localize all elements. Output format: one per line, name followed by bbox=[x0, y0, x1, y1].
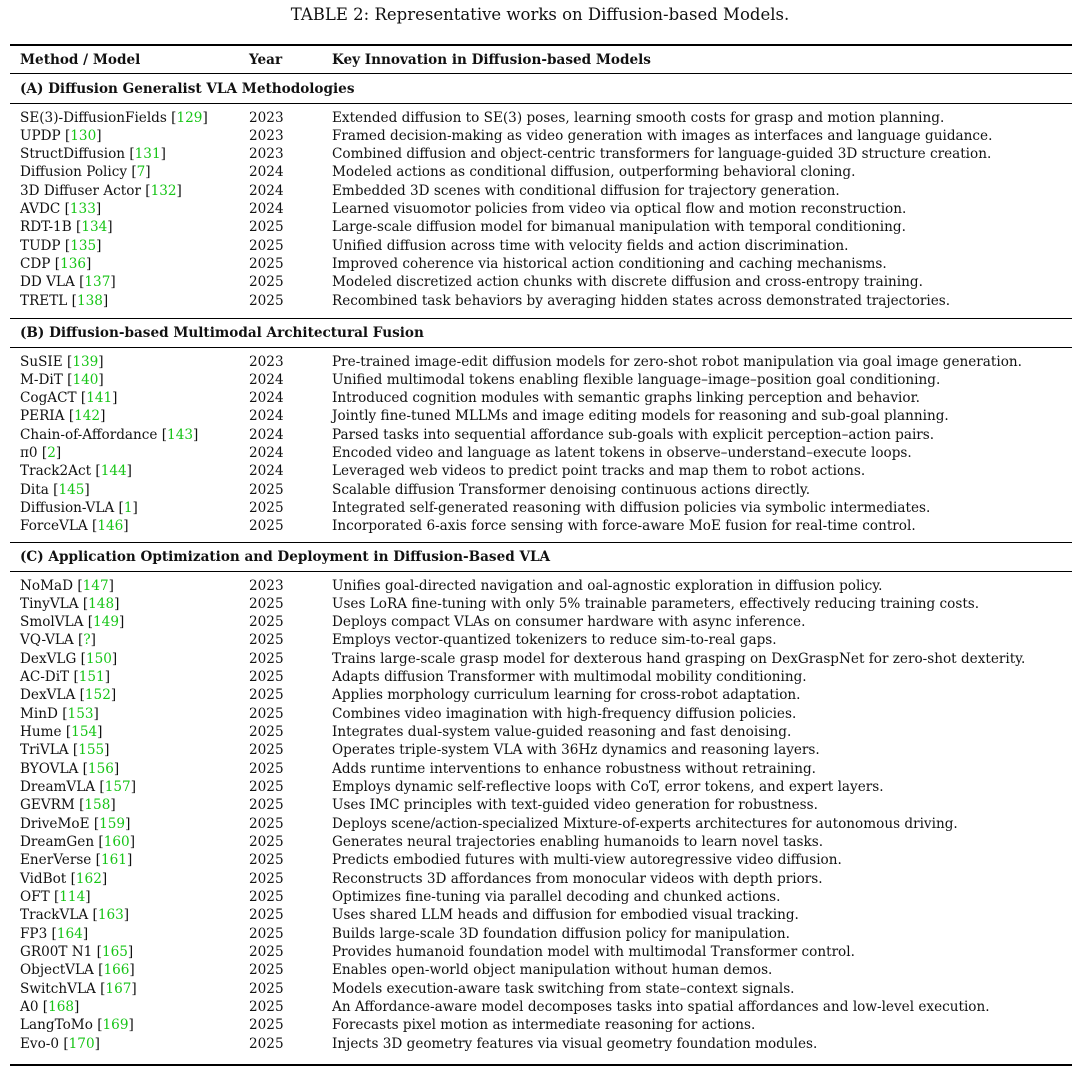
key-innovation-cell: Modeled discretized action chunks with discrete diffusion and cross-entropy training. bbox=[332, 274, 923, 291]
table-row bbox=[0, 371, 1080, 389]
year-cell: 2023 bbox=[249, 577, 284, 594]
citation-link[interactable]: 129 bbox=[176, 109, 203, 126]
key-innovation-cell: Integrates dual-system value-guided reasoning and fast denoising. bbox=[332, 724, 792, 741]
table-row bbox=[0, 796, 1080, 814]
method-cell: DreamGen [160] bbox=[20, 834, 135, 851]
citation-link[interactable]: 156 bbox=[87, 760, 114, 777]
key-innovation-cell: Trains large-scale grasp model for dexterous hand grasping on DexGraspNet for zero-shot dexterity. bbox=[332, 650, 1026, 667]
year-cell: 2025 bbox=[249, 834, 284, 851]
citation-link[interactable]: 147 bbox=[82, 577, 109, 594]
method-name: ObjectVLA bbox=[20, 962, 94, 979]
method-name: ForceVLA bbox=[20, 518, 88, 535]
table-row bbox=[0, 577, 1080, 595]
year-cell: 2025 bbox=[249, 980, 284, 997]
table-row bbox=[0, 705, 1080, 723]
citation-link[interactable]: 149 bbox=[93, 614, 119, 631]
year-cell: 2025 bbox=[249, 815, 284, 832]
table-row bbox=[0, 613, 1080, 631]
key-innovation-cell: Builds large-scale 3D foundation diffusion policy for manipulation. bbox=[332, 925, 790, 942]
header-method: Method / Model bbox=[20, 52, 141, 68]
table-row bbox=[0, 182, 1080, 200]
key-innovation-cell: Generates neural trajectories enabling humanoids to learn novel tasks. bbox=[332, 834, 824, 851]
key-innovation-cell: Enables open-world object manipulation without human demos. bbox=[332, 962, 773, 979]
year-cell: 2025 bbox=[249, 760, 284, 777]
citation-link[interactable]: 144 bbox=[100, 463, 127, 480]
section-subrule bbox=[10, 347, 1072, 348]
key-innovation-cell: Unified multimodal tokens enabling flexible language–image–position goal conditioning. bbox=[332, 371, 941, 388]
citation-link[interactable]: 166 bbox=[103, 962, 130, 979]
method-name: GEVRM bbox=[20, 797, 75, 814]
citation-link[interactable]: 150 bbox=[85, 650, 112, 667]
method-name: A0 bbox=[20, 999, 39, 1016]
year-cell: 2023 bbox=[249, 146, 284, 163]
key-innovation-cell: Employs dynamic self-reflective loops with CoT, error tokens, and expert layers. bbox=[332, 779, 884, 796]
method-cell: EnerVerse [161] bbox=[20, 852, 133, 869]
method-cell: SmolVLA [149] bbox=[20, 614, 125, 631]
citation-link[interactable]: 164 bbox=[56, 925, 83, 942]
citation-link[interactable]: 141 bbox=[86, 390, 113, 407]
method-name: NoMaD bbox=[20, 577, 74, 594]
key-innovation-cell: Large-scale diffusion model for bimanual manipulation with temporal conditioning. bbox=[332, 219, 906, 236]
method-cell: Diffusion-VLA [1] bbox=[20, 500, 138, 517]
method-cell: AVDC [133] bbox=[20, 201, 102, 218]
citation-link[interactable]: 165 bbox=[101, 944, 128, 961]
year-cell: 2025 bbox=[249, 907, 284, 924]
key-innovation-cell: Employs vector-quantized tokenizers to reduce sim-to-real gaps. bbox=[332, 632, 777, 649]
method-cell: CogACT [141] bbox=[20, 390, 118, 407]
year-cell: 2024 bbox=[249, 371, 284, 388]
table-row bbox=[0, 218, 1080, 236]
table-row bbox=[0, 127, 1080, 145]
method-name: Track2Act bbox=[20, 463, 92, 480]
citation-link[interactable]: 152 bbox=[84, 687, 111, 704]
citation-link[interactable]: 143 bbox=[167, 426, 193, 443]
method-name: AC-DiT bbox=[20, 669, 70, 686]
key-innovation-cell: Extended diffusion to SE(3) poses, learning smooth costs for grasp and motion planning. bbox=[332, 109, 945, 126]
method-name: DexVLG bbox=[20, 650, 77, 667]
table-row bbox=[0, 109, 1080, 127]
year-cell: 2025 bbox=[249, 797, 284, 814]
method-cell: A0 [168] bbox=[20, 999, 80, 1016]
key-innovation-cell: Uses shared LLM heads and diffusion for embodied visual tracking. bbox=[332, 907, 799, 924]
table-row bbox=[0, 906, 1080, 924]
key-innovation-cell: Integrated self-generated reasoning with diffusion policies via symbolic intermediates. bbox=[332, 500, 931, 517]
year-cell: 2025 bbox=[249, 742, 284, 759]
method-name: OFT bbox=[20, 889, 50, 906]
year-cell: 2025 bbox=[249, 237, 284, 254]
year-cell: 2025 bbox=[249, 500, 284, 517]
year-cell: 2025 bbox=[249, 1035, 284, 1052]
method-name: TrackVLA bbox=[20, 907, 89, 924]
method-cell: CDP [136] bbox=[20, 256, 92, 273]
key-innovation-cell: Introduced cognition modules with semantic graphs linking perception and behavior. bbox=[332, 390, 920, 407]
method-cell: Diffusion Policy [7] bbox=[20, 164, 151, 181]
key-innovation-cell: Optimizes fine-tuning via parallel decoding and chunked actions. bbox=[332, 889, 781, 906]
method-name: M-DiT bbox=[20, 371, 63, 388]
table-row bbox=[0, 741, 1080, 759]
citation-link[interactable]: 142 bbox=[74, 408, 101, 425]
method-name: CogACT bbox=[20, 390, 77, 407]
method-cell: Chain-of-Affordance [143] bbox=[20, 426, 199, 443]
method-cell: ObjectVLA [166] bbox=[20, 962, 135, 979]
method-name: DriveMoE bbox=[20, 815, 90, 832]
method-name: DexVLA bbox=[20, 687, 76, 704]
method-cell: VQ-VLA [?] bbox=[20, 632, 96, 649]
method-cell: ForceVLA [146] bbox=[20, 518, 129, 535]
method-name: TUDP bbox=[20, 237, 61, 254]
method-name: SuSIE bbox=[20, 353, 63, 370]
year-cell: 2024 bbox=[249, 463, 284, 480]
table-row bbox=[0, 650, 1080, 668]
key-innovation-cell: Recombined task behaviors by averaging hidden states across demonstrated trajectories. bbox=[332, 292, 951, 309]
citation-link[interactable]: 2 bbox=[47, 445, 56, 462]
method-cell: Hume [154] bbox=[20, 724, 103, 741]
method-name: CDP bbox=[20, 256, 51, 273]
citation-link[interactable]: 169 bbox=[102, 1017, 129, 1034]
table-row bbox=[0, 163, 1080, 181]
year-cell: 2025 bbox=[249, 650, 284, 667]
key-innovation-cell: Uses LoRA fine-tuning with only 5% trainable parameters, effectively reducing training costs. bbox=[332, 595, 980, 612]
method-name: SwitchVLA bbox=[20, 980, 96, 997]
method-name: 3D Diffuser Actor bbox=[20, 182, 141, 199]
citation-link[interactable]: 160 bbox=[103, 834, 130, 851]
table-row bbox=[0, 833, 1080, 851]
table-row bbox=[0, 998, 1080, 1016]
citation-link[interactable]: 167 bbox=[105, 980, 132, 997]
method-name: Chain-of-Affordance bbox=[20, 426, 158, 443]
key-innovation-cell: Parsed tasks into sequential affordance sub-goals with explicit perception–action pairs. bbox=[332, 426, 935, 443]
method-cell: Evo-0 [170] bbox=[20, 1035, 100, 1052]
key-innovation-cell: Jointly fine-tuned MLLMs and image editing models for reasoning and sub-goal planning. bbox=[332, 408, 949, 425]
year-cell: 2025 bbox=[249, 724, 284, 741]
citation-link[interactable]: 159 bbox=[99, 815, 126, 832]
key-innovation-cell: Improved coherence via historical action conditioning and caching mechanisms. bbox=[332, 256, 887, 273]
method-cell: UPDP [130] bbox=[20, 127, 102, 144]
key-innovation-cell: Combines video imagination with high-frequency diffusion policies. bbox=[332, 705, 797, 722]
year-cell: 2025 bbox=[249, 779, 284, 796]
year-cell: 2025 bbox=[249, 999, 284, 1016]
method-name: AVDC bbox=[20, 201, 61, 218]
key-innovation-cell: Embedded 3D scenes with conditional diffusion for trajectory generation. bbox=[332, 182, 840, 199]
citation-link[interactable]: 135 bbox=[70, 237, 97, 254]
method-name: PERIA bbox=[20, 408, 65, 425]
citation-link[interactable]: 145 bbox=[58, 481, 85, 498]
table-row bbox=[0, 631, 1080, 649]
method-name: Diffusion-VLA bbox=[20, 500, 115, 517]
bottom-rule bbox=[10, 1064, 1072, 1066]
year-cell: 2024 bbox=[249, 426, 284, 443]
method-cell: LangToMo [169] bbox=[20, 1017, 134, 1034]
table-row bbox=[0, 426, 1080, 444]
year-cell: 2025 bbox=[249, 274, 284, 291]
citation-link[interactable]: 140 bbox=[72, 371, 99, 388]
method-name: TinyVLA bbox=[20, 595, 79, 612]
year-cell: 2024 bbox=[249, 390, 284, 407]
section-title: (B) Diffusion-based Multimodal Architectural Fusion bbox=[20, 325, 424, 341]
key-innovation-cell: Scalable diffusion Transformer denoising continuous actions directly. bbox=[332, 481, 811, 498]
section-title: (C) Application Optimization and Deployment in Diffusion-Based VLA bbox=[20, 549, 551, 565]
key-innovation-cell: Encoded video and language as latent tokens in observe–understand–execute loops. bbox=[332, 445, 912, 462]
key-innovation-cell: Uses IMC principles with text-guided video generation for robustness. bbox=[332, 797, 818, 814]
section-subrule bbox=[10, 103, 1072, 104]
citation-link[interactable]: 154 bbox=[71, 724, 98, 741]
year-cell: 2023 bbox=[249, 127, 284, 144]
method-name: TRETL bbox=[20, 292, 68, 309]
key-innovation-cell: Models execution-aware task switching from state–context signals. bbox=[332, 980, 795, 997]
table-row bbox=[0, 273, 1080, 291]
method-cell: DD VLA [137] bbox=[20, 274, 116, 291]
year-cell: 2025 bbox=[249, 614, 284, 631]
year-cell: 2024 bbox=[249, 445, 284, 462]
year-cell: 2025 bbox=[249, 852, 284, 869]
table-row bbox=[0, 1016, 1080, 1034]
method-cell: M-DiT [140] bbox=[20, 371, 104, 388]
method-cell: AC-DiT [151] bbox=[20, 669, 111, 686]
method-cell: SuSIE [139] bbox=[20, 353, 104, 370]
section-title: (A) Diffusion Generalist VLA Methodologies bbox=[20, 81, 355, 97]
table-row bbox=[0, 668, 1080, 686]
table-row bbox=[0, 760, 1080, 778]
method-name: Diffusion Policy bbox=[20, 164, 128, 181]
year-cell: 2025 bbox=[249, 925, 284, 942]
table-row bbox=[0, 499, 1080, 517]
method-cell: GEVRM [158] bbox=[20, 797, 116, 814]
year-cell: 2025 bbox=[249, 256, 284, 273]
section-rule bbox=[10, 73, 1072, 74]
method-cell: DexVLG [150] bbox=[20, 650, 118, 667]
table-row bbox=[0, 517, 1080, 535]
year-cell: 2025 bbox=[249, 292, 284, 309]
year-cell: 2024 bbox=[249, 182, 284, 199]
key-innovation-cell: Deploys compact VLAs on consumer hardware with async inference. bbox=[332, 614, 806, 631]
method-name: LangToMo bbox=[20, 1017, 93, 1034]
method-cell: OFT [114] bbox=[20, 889, 91, 906]
citation-link[interactable]: 158 bbox=[84, 797, 111, 814]
table-caption: TABLE 2: Representative works on Diffusion-based Models. bbox=[290, 5, 790, 24]
year-cell: 2025 bbox=[249, 632, 284, 649]
method-name: DreamVLA bbox=[20, 779, 96, 796]
citation-link[interactable]: 1 bbox=[123, 500, 133, 517]
table-row bbox=[0, 255, 1080, 273]
key-innovation-cell: Leveraged web videos to predict point tracks and map them to robot actions. bbox=[332, 463, 866, 480]
method-name: TriVLA bbox=[20, 742, 69, 759]
key-innovation-cell: Pre-trained image-edit diffusion models for zero-shot robot manipulation via goal image generation. bbox=[332, 353, 1022, 370]
citation-link[interactable]: 162 bbox=[75, 870, 102, 887]
key-innovation-cell: Learned visuomotor policies from video via optical flow and motion reconstruction. bbox=[332, 201, 907, 218]
method-cell: TrackVLA [163] bbox=[20, 907, 130, 924]
citation-link[interactable]: ? bbox=[83, 632, 91, 649]
citation-link[interactable]: 134 bbox=[81, 219, 108, 236]
citation-link[interactable]: 151 bbox=[78, 669, 105, 686]
citation-link[interactable]: 157 bbox=[104, 779, 131, 796]
top-rule bbox=[10, 44, 1072, 46]
method-name: SE(3)-DiffusionFields bbox=[20, 109, 167, 126]
table-row bbox=[0, 407, 1080, 425]
key-innovation-cell: Deploys scene/action-specialized Mixture-of-experts architectures for autonomous driving. bbox=[332, 815, 958, 832]
key-innovation-cell: Operates triple-system VLA with 36Hz dynamics and reasoning layers. bbox=[332, 742, 820, 759]
table-row bbox=[0, 815, 1080, 833]
method-name: StructDiffusion bbox=[20, 146, 126, 163]
method-cell: FP3 [164] bbox=[20, 925, 89, 942]
section-rule bbox=[10, 542, 1072, 543]
method-name: MinD bbox=[20, 705, 58, 722]
header-row bbox=[0, 51, 1080, 69]
method-name: π0 bbox=[20, 445, 38, 462]
citation-link[interactable]: 7 bbox=[136, 164, 146, 181]
method-cell: StructDiffusion [131] bbox=[20, 146, 166, 163]
method-cell: 3D Diffuser Actor [132] bbox=[20, 182, 182, 199]
table-row bbox=[0, 870, 1080, 888]
citation-link[interactable]: 168 bbox=[48, 999, 75, 1016]
table-row bbox=[0, 961, 1080, 979]
citation-link[interactable]: 136 bbox=[60, 256, 87, 273]
citation-link[interactable]: 133 bbox=[69, 201, 96, 218]
method-cell: BYOVLA [156] bbox=[20, 760, 120, 777]
year-cell: 2025 bbox=[249, 944, 284, 961]
method-cell: TriVLA [155] bbox=[20, 742, 110, 759]
year-cell: 2023 bbox=[249, 109, 284, 126]
table-row bbox=[0, 237, 1080, 255]
key-innovation-cell: Unifies goal-directed navigation and oal-agnostic exploration in diffusion policy. bbox=[332, 577, 883, 594]
section-rule bbox=[10, 318, 1072, 319]
year-cell: 2023 bbox=[249, 353, 284, 370]
method-cell: SE(3)-DiffusionFields [129] bbox=[20, 109, 208, 126]
method-cell: MinD [153] bbox=[20, 705, 99, 722]
key-innovation-cell: Framed decision-making as video generation with images as interfaces and language guidance. bbox=[332, 127, 993, 144]
citation-link[interactable]: 161 bbox=[100, 852, 127, 869]
table-row bbox=[0, 980, 1080, 998]
table-row bbox=[0, 462, 1080, 480]
table-row bbox=[0, 292, 1080, 310]
citation-link[interactable]: 155 bbox=[78, 742, 105, 759]
citation-link[interactable]: 114 bbox=[59, 889, 86, 906]
table-row bbox=[0, 723, 1080, 741]
method-name: RDT-1B bbox=[20, 219, 72, 236]
method-cell: VidBot [162] bbox=[20, 870, 108, 887]
year-cell: 2024 bbox=[249, 408, 284, 425]
key-innovation-cell: Forecasts pixel motion as intermediate reasoning for actions. bbox=[332, 1017, 756, 1034]
year-cell: 2025 bbox=[249, 870, 284, 887]
method-cell: TUDP [135] bbox=[20, 237, 102, 254]
method-name: BYOVLA bbox=[20, 760, 79, 777]
key-innovation-cell: Applies morphology curriculum learning for cross-robot adaptation. bbox=[332, 687, 801, 704]
key-innovation-cell: Reconstructs 3D affordances from monocular videos with depth priors. bbox=[332, 870, 823, 887]
method-name: SmolVLA bbox=[20, 614, 84, 631]
method-cell: GR00T N1 [165] bbox=[20, 944, 134, 961]
method-name: Dita bbox=[20, 481, 49, 498]
table-row bbox=[0, 888, 1080, 906]
header-key-innovation: Key Innovation in Diffusion-based Models bbox=[332, 52, 651, 68]
table-row bbox=[0, 1035, 1080, 1053]
table-row bbox=[0, 389, 1080, 407]
method-cell: SwitchVLA [167] bbox=[20, 980, 137, 997]
citation-link[interactable]: 130 bbox=[70, 127, 97, 144]
year-cell: 2025 bbox=[249, 889, 284, 906]
year-cell: 2025 bbox=[249, 687, 284, 704]
key-innovation-cell: Provides humanoid foundation model with multimodal Transformer control. bbox=[332, 944, 855, 961]
method-cell: PERIA [142] bbox=[20, 408, 106, 425]
table-row bbox=[0, 778, 1080, 796]
method-cell: π0 [2] bbox=[20, 445, 62, 462]
key-innovation-cell: Incorporated 6-axis force sensing with force-aware MoE fusion for real-time control. bbox=[332, 518, 916, 535]
year-cell: 2025 bbox=[249, 962, 284, 979]
method-cell: DreamVLA [157] bbox=[20, 779, 136, 796]
method-cell: NoMaD [147] bbox=[20, 577, 114, 594]
method-cell: TRETL [138] bbox=[20, 292, 109, 309]
method-name: UPDP bbox=[20, 127, 61, 144]
year-cell: 2025 bbox=[249, 1017, 284, 1034]
year-cell: 2025 bbox=[249, 219, 284, 236]
table-row bbox=[0, 444, 1080, 462]
table-row bbox=[0, 145, 1080, 163]
year-cell: 2024 bbox=[249, 164, 284, 181]
section-subrule bbox=[10, 571, 1072, 572]
method-name: DD VLA bbox=[20, 274, 75, 291]
method-cell: DexVLA [152] bbox=[20, 687, 117, 704]
table-row bbox=[0, 200, 1080, 218]
citation-link[interactable]: 131 bbox=[134, 146, 161, 163]
citation-link[interactable]: 170 bbox=[68, 1035, 95, 1052]
citation-link[interactable]: 163 bbox=[97, 907, 124, 924]
key-innovation-cell: Unified diffusion across time with velocity fields and action discrimination. bbox=[332, 237, 849, 254]
citation-link[interactable]: 153 bbox=[67, 705, 94, 722]
citation-link[interactable]: 137 bbox=[84, 274, 111, 291]
method-cell: RDT-1B [134] bbox=[20, 219, 113, 236]
key-innovation-cell: Adds runtime interventions to enhance robustness without retraining. bbox=[332, 760, 816, 777]
key-innovation-cell: Adapts diffusion Transformer with multimodal mobility conditioning. bbox=[332, 669, 807, 686]
citation-link[interactable]: 138 bbox=[76, 292, 103, 309]
method-name: EnerVerse bbox=[20, 852, 92, 869]
method-cell: TinyVLA [148] bbox=[20, 595, 120, 612]
citation-link[interactable]: 132 bbox=[150, 182, 177, 199]
method-cell: Dita [145] bbox=[20, 481, 90, 498]
key-innovation-cell: Injects 3D geometry features via visual geometry foundation modules. bbox=[332, 1035, 818, 1052]
method-name: Hume bbox=[20, 724, 62, 741]
table-row bbox=[0, 595, 1080, 613]
citation-link[interactable]: 146 bbox=[97, 518, 124, 535]
year-cell: 2025 bbox=[249, 705, 284, 722]
table-row bbox=[0, 943, 1080, 961]
year-cell: 2025 bbox=[249, 595, 284, 612]
method-name: GR00T N1 bbox=[20, 944, 93, 961]
key-innovation-cell: An Affordance-aware model decomposes tasks into spatial affordances and low-level execution. bbox=[332, 999, 990, 1016]
year-cell: 2024 bbox=[249, 201, 284, 218]
key-innovation-cell: Modeled actions as conditional diffusion, outperforming behavioral cloning. bbox=[332, 164, 856, 181]
year-cell: 2025 bbox=[249, 669, 284, 686]
method-name: DreamGen bbox=[20, 834, 95, 851]
method-name: VQ-VLA bbox=[20, 632, 74, 649]
key-innovation-cell: Combined diffusion and object-centric transformers for language-guided 3D structure creation. bbox=[332, 146, 992, 163]
method-name: Evo-0 bbox=[20, 1035, 60, 1052]
year-cell: 2025 bbox=[249, 481, 284, 498]
year-cell: 2025 bbox=[249, 518, 284, 535]
method-name: FP3 bbox=[20, 925, 48, 942]
method-name: VidBot bbox=[20, 870, 67, 887]
method-cell: Track2Act [144] bbox=[20, 463, 132, 480]
key-innovation-cell: Predicts embodied futures with multi-view autoregressive video diffusion. bbox=[332, 852, 842, 869]
header-year: Year bbox=[249, 52, 283, 68]
table-row bbox=[0, 686, 1080, 704]
method-cell: DriveMoE [159] bbox=[20, 815, 131, 832]
citation-link[interactable]: 148 bbox=[88, 595, 115, 612]
citation-link[interactable]: 139 bbox=[72, 353, 99, 370]
table-row bbox=[0, 353, 1080, 371]
table-row bbox=[0, 851, 1080, 869]
table-row bbox=[0, 481, 1080, 499]
table-row bbox=[0, 925, 1080, 943]
